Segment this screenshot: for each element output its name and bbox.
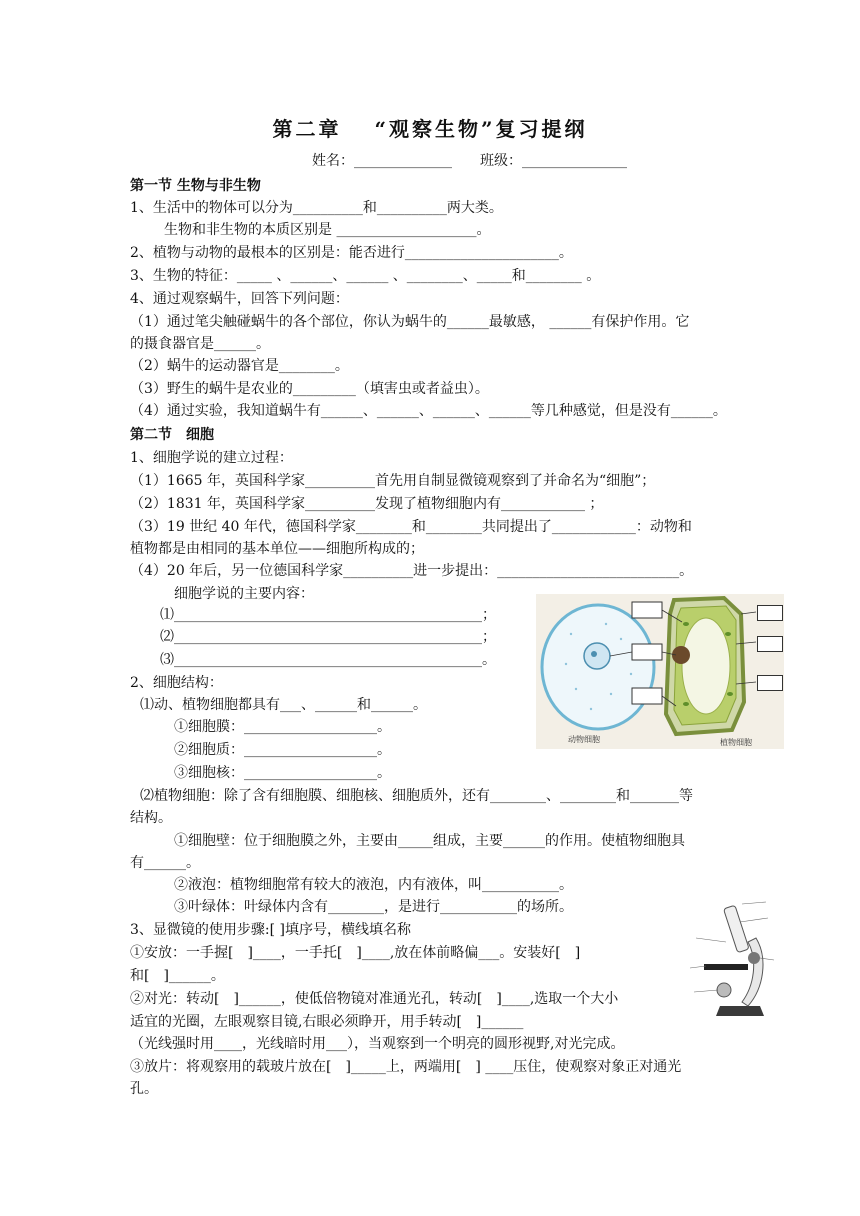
s2-line: ③放片：将观察用的载玻片放在[ ]_____上，两端用[ ] ____压住，使观察对象正对通光 [130,1059,682,1075]
s2-line: 有______。 [130,855,200,871]
label-box [757,636,783,652]
s2-line: （4）20 年后，另一位德国科学家__________进一步提出：__________________________。 [130,563,694,579]
microscope-diagram [686,898,778,1022]
section2-heading: 第二节 细胞 [130,427,214,443]
page-title: 第二章 “观察生物”复习提纲 [272,117,588,141]
microscope-base [716,1006,764,1016]
animal-cell-label: 动物细胞 [568,735,600,744]
s2-line: （光线强时用____，光线暗时用___），当观察到一个明亮的圆形视野,对光完成。 [130,1036,625,1052]
s1-line: 4、通过观察蜗牛，回答下列问题： [130,291,349,307]
s2-line: 1、细胞学说的建立过程： [130,450,293,466]
s2-line: ①安放：一手握[ ]____，一手托[ ]____,放在体前略偏___。安装好[ ] [130,945,581,961]
s2-line: ⑶____________________________________________。 [160,652,496,668]
cell-diagram [536,594,784,749]
s2-line: 植物都是由相同的基本单位——细胞所构成的； [130,541,424,557]
s2-line: ①细胞壁：位于细胞膜之外，主要由_____组成，主要______的作用。使植物细胞具 [160,833,685,849]
s2-line: 3、显微镜的使用步骤:[ ]填序号，横线填名称 [130,922,411,938]
s2-line: 和[ ]______。 [130,968,225,984]
student-info: 姓名：______________ 班级：_______________ [312,153,627,169]
s2-line: （3）19 世纪 40 年代，德国科学家________和________共同提出了____________：动物和 [130,519,692,535]
s2-line: ③细胞核：___________________。 [160,765,391,781]
s2-line: 结构。 [130,810,172,826]
s2-line: ②液泡：植物细胞常有较大的液泡，内有液体，叫___________。 [160,877,573,893]
s2-line: 细胞学说的主要内容： [160,586,314,602]
s1-line: （4）通过实验，我知道蜗牛有______、______、______、______等几种感觉，但是没有______。 [130,403,727,419]
section1-heading: 第一节 生物与非生物 [130,178,261,194]
s1-line: 3、生物的特征：_____ 、______、______ 、________、_____和________ 。 [130,268,601,284]
label-box [757,675,783,691]
focus-knob [748,952,760,964]
s1-line: （3）野生的蜗牛是农业的_________（填害虫或者益虫）。 [130,381,489,397]
s1-line: 1、生活中的物体可以分为__________和__________两大类。 [130,200,503,216]
plant-vacuole [682,618,730,714]
label-box [757,605,783,621]
s2-line: ⑴动、植物细胞都具有___、______和______。 [140,697,427,713]
s2-line: ⑴____________________________________________； [160,607,496,623]
s2-line: 适宜的光圈，左眼观察目镜,右眼必须睁开，用手转动[ ]______ [130,1014,524,1030]
label-box [632,644,662,660]
s2-line: ①细胞膜：___________________。 [160,719,391,735]
mirror [717,983,731,997]
plant-cell-label: 植物细胞 [720,738,752,747]
animal-nucleus [584,643,610,669]
s2-line: 2、细胞结构： [130,675,223,691]
s2-line: ③叶绿体：叶绿体内含有________，是进行___________的场所。 [160,899,573,915]
s2-line: （2）1831 年，英国科学家__________发现了植物细胞内有____________ ； [130,496,604,512]
microscope-tube [723,905,749,952]
s2-line: （1）1665 年，英国科学家__________首先用自制显微镜观察到了并命名为“细胞”； [130,473,656,489]
s2-line: ⑵____________________________________________； [160,629,496,645]
s1-line: 2、植物与动物的最根本的区别是：能否进行______________________。 [130,245,573,261]
s1-line: （1）通过笔尖触碰蜗牛的各个部位，你认为蜗牛的______最敏感， ______有保护作用。它 [130,314,690,330]
s1-line: 的摄食器官是______。 [130,336,270,352]
s2-line: ②对光：转动[ ]______，使低倍物镜对准通光孔，转动[ ]____,选取一个大小 [130,991,619,1007]
s1-line: （2）蜗牛的运动器官是________。 [130,358,349,374]
s1-line: 生物和非生物的本质区别是 ____________________。 [150,222,491,238]
s2-line: ②细胞质：___________________。 [160,742,391,758]
microscope-stage [704,964,748,970]
label-box [632,602,662,618]
s2-line: ⑵植物细胞：除了含有细胞膜、细胞核、细胞质外，还有________、________和_______等 [140,788,693,804]
s2-line: 孔。 [130,1081,158,1097]
label-box [632,688,662,704]
